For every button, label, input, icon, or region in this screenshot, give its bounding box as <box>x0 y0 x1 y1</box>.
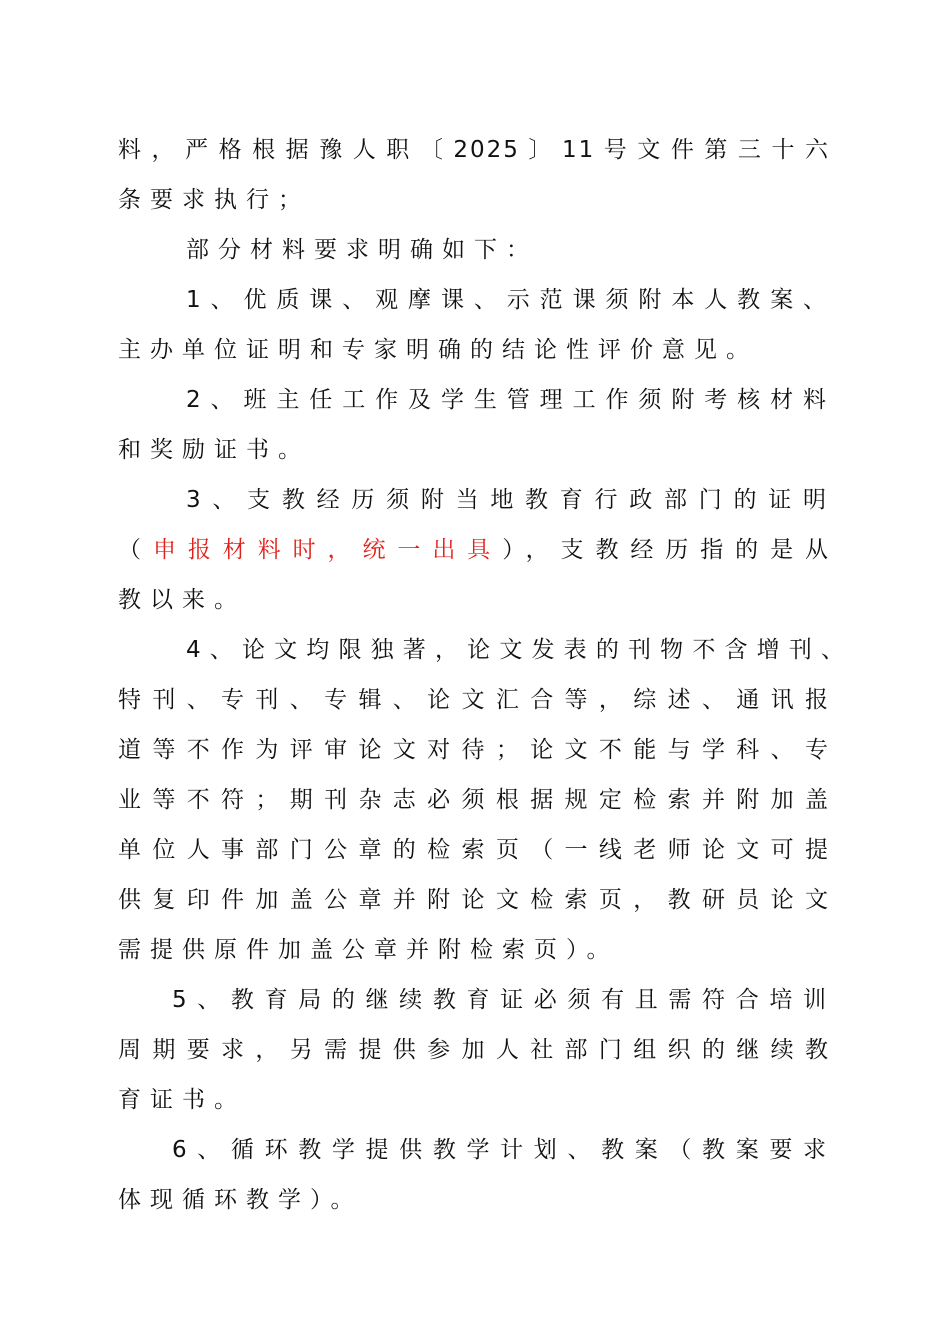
text-line: 料，严格根据豫人职〔2025〕11号文件第三十六 <box>118 137 830 163</box>
list-item-5-line: 周期要求，另需提供参加人社部门组织的继续教 <box>118 1037 830 1063</box>
list-item-4-line: 业等不符；期刊杂志必须根据规定检索并附加盖 <box>118 787 830 813</box>
list-item-6-line: 体现循环教学）。 <box>118 1187 363 1213</box>
list-item-4-line: 4、论文均限独著，论文发表的刊物不含增刊、 <box>186 637 846 663</box>
list-item-4-line: 特刊、专刊、专辑、论文汇合等，综述、通讯报 <box>118 687 830 713</box>
list-item-4-line: 需提供原件加盖公章并附检索页）。 <box>118 937 619 963</box>
list-item-1-line: 1、优质课、观摩课、示范课须附本人教案、 <box>186 287 828 313</box>
list-item-4-line: 单位人事部门公章的检索页（一线老师论文可提 <box>118 837 830 863</box>
highlight-red-text: 申报材料时，统一出具 <box>152 537 503 563</box>
list-item-4-line: 供复印件加盖公章并附论文检索页，教研员论文 <box>118 887 830 913</box>
section-intro: 部分材料要求明确如下： <box>186 237 538 263</box>
list-item-1-line: 主办单位证明和专家明确的结论性评价意见。 <box>118 337 758 363</box>
list-item-5-line: 育证书。 <box>118 1087 246 1113</box>
list-item-3-line: （申报材料时，统一出具），支教经历指的是从 <box>118 537 831 563</box>
list-item-6-line: 6、循环教学提供教学计划、教案（教案要求 <box>172 1137 828 1163</box>
list-item-5-line: 5、教育局的继续教育证必须有且需符合培训 <box>172 987 828 1013</box>
list-item-2-line: 和奖励证书。 <box>118 437 310 463</box>
list-item-3-line: 教以来。 <box>118 587 246 613</box>
text-line: 条要求执行； <box>118 187 310 213</box>
list-item-3-line: 3、支教经历须附当地教育行政部门的证明 <box>186 487 828 513</box>
list-item-2-line: 2、班主任工作及学生管理工作须附考核材料 <box>186 387 828 413</box>
list-item-4-line: 道等不作为评审论文对待；论文不能与学科、专 <box>118 737 830 763</box>
